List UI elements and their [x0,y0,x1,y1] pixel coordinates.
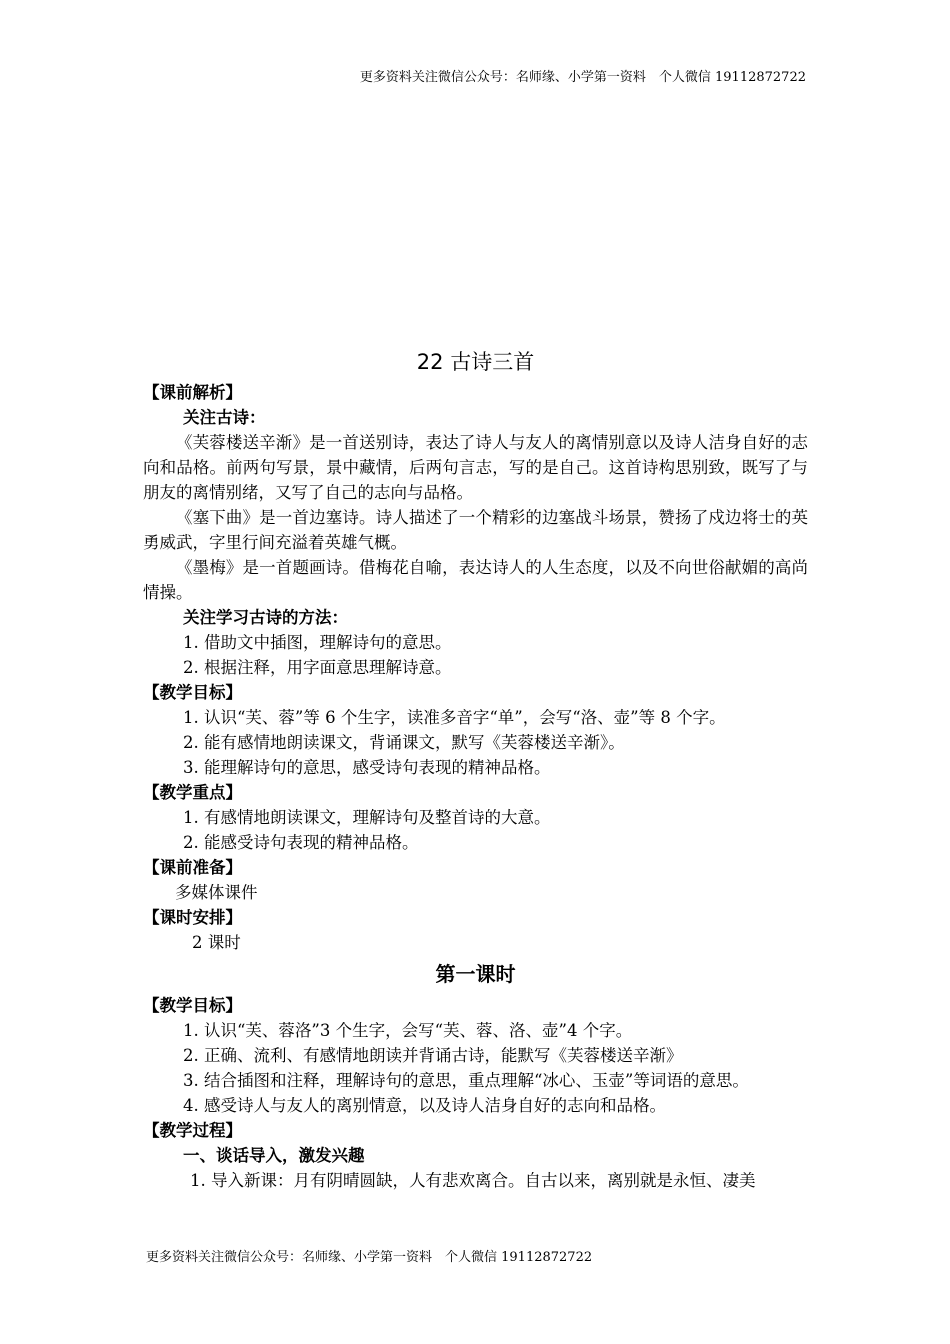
page-header: 更多资料关注微信公众号：名师缘、小学第一资料 个人微信 19112872722 [359,70,806,85]
preparation-text: 多媒体课件 [175,883,258,902]
key-point-item: 1. 有感情地朗读课文，理解诗句及整首诗的大意。 [183,808,551,827]
key-point-item: 2. 能感受诗句表现的精神品格。 [183,833,419,852]
schedule-heading: 【课时安排】 [143,908,242,927]
goal-item: 1. 认识“芙、蓉”等 6 个生字，读准多音字“单”，会写“洛、壶”等 8 个字。 [183,708,726,727]
pre-analysis-heading: 【课前解析】 [143,383,242,402]
schedule-text: 2 课时 [192,933,241,952]
poem-analysis-paragraph: 《墨梅》是一首题画诗。借梅花自喻，表达诗人的人生态度，以及不向世俗献媚的高尚情操。 [143,558,808,602]
step1-text: 1. 导入新课：月有阴晴圆缺，人有悲欢离合。自古以来，离别就是永恒、凄美 [190,1171,756,1190]
lesson1-goal-item: 2. 正确、流利、有感情地朗读并背诵古诗，能默写《芙蓉楼送辛渐》 [183,1046,683,1065]
lesson1-goals-heading: 【教学目标】 [143,996,242,1015]
lesson1-goal-item: 1. 认识“芙、蓉洛”3 个生字，会写“芙、蓉、洛、壶”4 个字。 [183,1021,633,1040]
lesson-title: 22 古诗三首 [416,350,535,374]
lesson1-goal-item: 3. 结合插图和注释，理解诗句的意思，重点理解“冰心、玉壶”等词语的意思。 [183,1071,749,1090]
step1-heading: 一、谈话导入，激发兴趣 [183,1146,365,1165]
key-points-heading: 【教学重点】 [143,783,242,802]
poem-analysis-paragraph: 《塞下曲》是一首边塞诗。诗人描述了一个精彩的边塞战斗场景，赞扬了戍边将士的英勇威武，字里行间充溢着英雄气概。 [143,508,808,552]
preparation-heading: 【课前准备】 [143,858,242,877]
poem-analysis-paragraph: 《芙蓉楼送辛渐》是一首送别诗，表达了诗人与友人的离情别意以及诗人洁身自好的志向和品格。前两句写景，景中藏情，后两句言志，写的是自己。这首诗构思别致，既写了与朋友的离情别绪，又写了自己的志向与品格。 [143,433,808,502]
focus-method-subheading: 关注学习古诗的方法： [183,608,348,627]
focus-poem-subheading: 关注古诗： [183,408,266,427]
method-item: 1. 借助文中插图，理解诗句的意思。 [183,633,452,652]
goal-item: 2. 能有感情地朗读课文，背诵课文，默写《芙蓉楼送辛渐》。 [183,733,625,752]
lesson1-title: 第一课时 [435,962,516,986]
goals-heading: 【教学目标】 [143,683,242,702]
goal-item: 3. 能理解诗句的意思，感受诗句表现的精神品格。 [183,758,551,777]
lesson1-goal-item: 4. 感受诗人与友人的离别情意，以及诗人洁身自好的志向和品格。 [183,1096,666,1115]
process-heading: 【教学过程】 [143,1121,242,1140]
method-item: 2. 根据注释，用字面意思理解诗意。 [183,658,452,677]
document-body [143,344,808,1193]
page-footer: 更多资料关注微信公众号：名师缘、小学第一资料 个人微信 19112872722 [146,1250,593,1265]
